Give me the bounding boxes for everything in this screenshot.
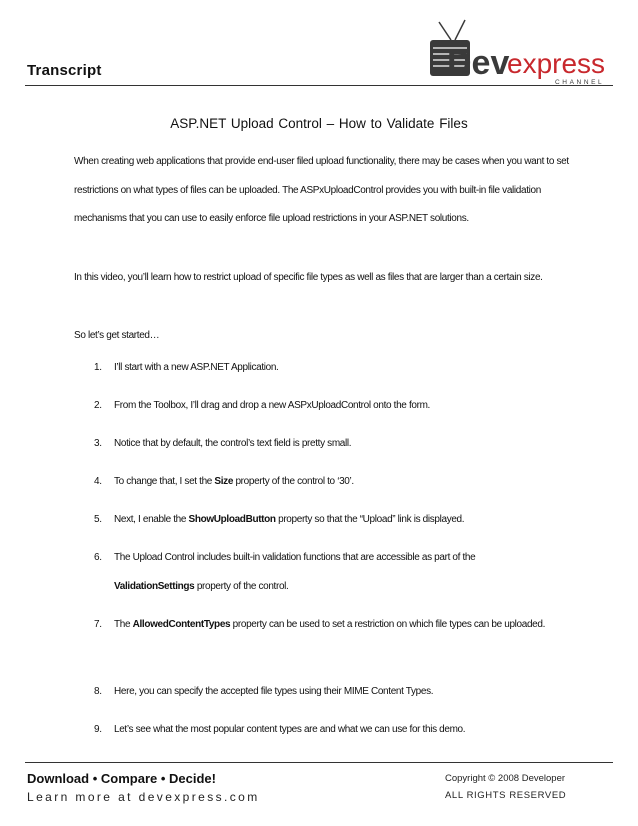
step-number: 7.: [94, 619, 102, 630]
step-number: 4.: [94, 476, 102, 487]
step-number: 1.: [94, 362, 102, 373]
step-number: 6.: [94, 552, 102, 563]
step-number: 5.: [94, 514, 102, 525]
devexpress-logo: [425, 18, 615, 88]
step-number: 2.: [94, 400, 102, 411]
logo-text-express: express: [507, 48, 606, 79]
step-text: Here, you can specify the accepted file types using their MIME Content Types.: [114, 686, 434, 697]
antenna-left: [439, 22, 451, 40]
step-text: The Upload Control includes built-in validation functions that are accessible as part of the ValidationSettings property of the control.: [114, 552, 476, 592]
step-number: 3.: [94, 438, 102, 449]
document-title: ASP.NET Upload Control – How to Validate Files: [170, 116, 468, 131]
logo-text-channel: CHANNEL: [555, 79, 605, 86]
start-paragraph: So let’s get started…: [74, 330, 160, 341]
video-paragraph: In this video, you’ll learn how to restrict upload of specific file types as well as files that are larger than a certain size.: [74, 272, 543, 283]
footer-copyright: Copyright © 2008 Developer: [445, 773, 566, 784]
footer-learn-more: Learn more at devexpress.com: [27, 790, 260, 804]
step-text: From the Toolbox, I’ll drag and drop a new ASPxUploadControl onto the form.: [114, 400, 430, 411]
step-text: Notice that by default, the control’s text field is pretty small.: [114, 438, 352, 449]
header-title: Transcript: [27, 62, 102, 79]
step-text: Next, I enable the ShowUploadButton property so that the “Upload” link is displayed.: [114, 514, 465, 525]
footer-divider: [25, 762, 613, 763]
footer-slogan: Download • Compare • Decide!: [27, 771, 216, 786]
step-text: The AllowedContentTypes property can be used to set a restriction on which file types can be uploaded.: [114, 619, 546, 630]
step-text: Let’s see what the most popular content types are and what we can use for this demo.: [114, 724, 466, 735]
header-divider: [25, 85, 613, 86]
step-number: 8.: [94, 686, 102, 697]
step-text: I’ll start with a new ASP.NET Application.: [114, 362, 279, 373]
antenna-right: [455, 20, 465, 40]
step-number: 9.: [94, 724, 102, 735]
intro-paragraph: When creating web applications that provide end-user filed upload functionality, there may be cases when you want to set restrictions on what types of files can be uploaded. The ASPxUploadControl provides you with built-in file validation mechanisms that you can use to easily enforce file upload restrictions in your ASP.NET solutions.: [74, 156, 569, 224]
footer-rights: ALL RIGHTS RESERVED: [445, 790, 567, 801]
step-text: To change that, I set the Size property of the control to ‘30’.: [114, 476, 354, 487]
logo-text-dev: Dev: [447, 44, 510, 82]
